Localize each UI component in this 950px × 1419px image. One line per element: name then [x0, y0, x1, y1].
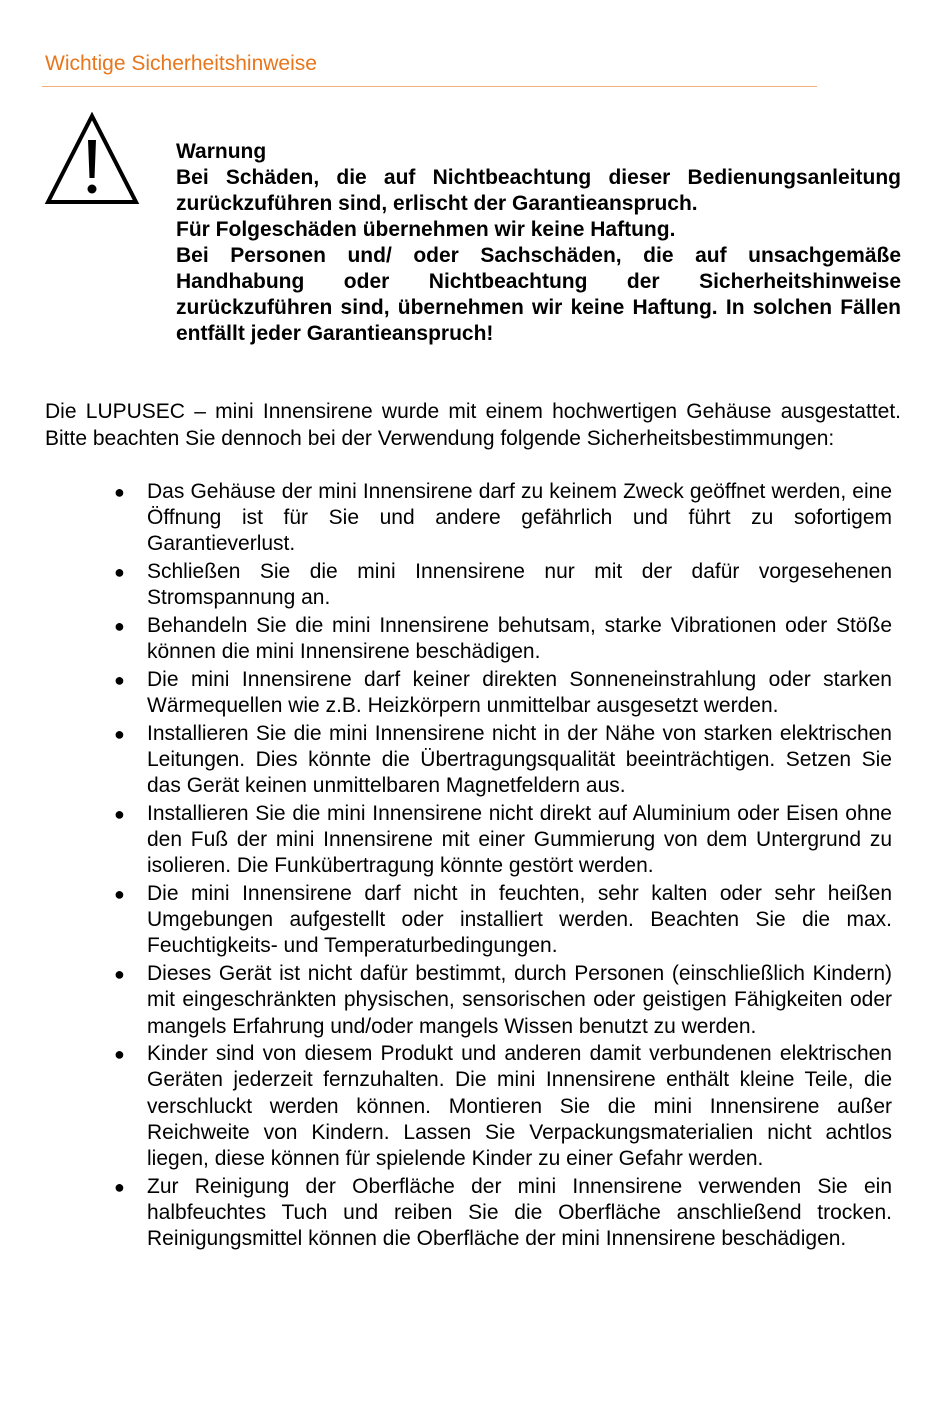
- warning-paragraph: Für Folgeschäden übernehmen wir keine Haftung.: [176, 218, 676, 241]
- list-item-text: Installieren Sie die mini Innensirene nicht in der Nähe von starken elektrischen Leitungen. Dies könnte die Übertragungsqualität beeinträchtigen. Setzen Sie das Gerät keinen unmittelbaren Magnetfeldern aus.: [147, 721, 892, 798]
- list-item: [100, 1041, 892, 1172]
- list-item: [100, 667, 892, 719]
- bullet-icon: ●: [114, 562, 125, 583]
- safety-rules-list: [100, 479, 892, 1254]
- warning-triangle-icon: [44, 112, 140, 206]
- list-item-text: Installieren Sie die mini Innensirene nicht direkt auf Aluminium oder Eisen ohne den Fuß der mini Innensirene mit einer Gummierung von dem Untergrund zu isolieren. Die Funkübertragung könnte gestört werden.: [147, 801, 892, 878]
- list-item: [100, 559, 892, 611]
- bullet-icon: ●: [114, 803, 125, 824]
- warning-heading: Warnung: [176, 140, 267, 163]
- bullet-icon: ●: [114, 1044, 125, 1065]
- list-item-text: Zur Reinigung der Oberfläche der mini Innensirene verwenden Sie ein halbfeuchtes Tuch und reiben Sie die Oberfläche anschließend trocken. Reinigungsmittel können die Oberfläche der mini Innensirene beschädigen.: [147, 1174, 892, 1251]
- bullet-icon: ●: [114, 1176, 125, 1197]
- bullet-icon: ●: [114, 616, 125, 637]
- warning-block: [176, 139, 901, 347]
- list-item: [100, 479, 892, 558]
- list-item-text: Kinder sind von diesem Produkt und anderen damit verbundenen elektrischen Geräten jederzeit fernzuhalten. Die mini Innensirene enthält kleine Teile, die verschluckt werden können. Montieren Sie die mini Innensirene außer Reichweite von Kindern. Lassen Sie Verpackungsmaterialien nicht achtlos liegen, diese können für spielende Kinder zu einer Gefahr werden.: [147, 1042, 892, 1171]
- bullet-icon: ●: [114, 723, 125, 744]
- list-item: [100, 881, 892, 960]
- bullet-icon: ●: [114, 669, 125, 690]
- warning-paragraph: Bei Schäden, die auf Nichtbeachtung dieser Bedienungsanleitung zurückzuführen sind, erlischt der Garantieanspruch.: [176, 166, 901, 215]
- list-item: [100, 613, 892, 665]
- list-item-text: Schließen Sie die mini Innensirene nur mit der dafür vorgesehenen Stromspannung an.: [147, 560, 892, 610]
- list-item: [100, 721, 892, 800]
- list-item: [100, 1174, 892, 1253]
- list-item-text: Das Gehäuse der mini Innensirene darf zu keinem Zweck geöffnet werden, eine Öffnung ist für Sie und andere gefährlich und führt zu sofortigem Garantieverlust.: [147, 480, 892, 556]
- header-divider: [42, 86, 817, 87]
- page-title: Wichtige Sicherheitshinweise: [45, 52, 317, 75]
- list-item: [100, 801, 892, 880]
- warning-paragraph: Bei Personen und/ oder Sachschäden, die auf unsachgemäße Handhabung oder Nichtbeachtung der Sicherheitshinweise zurückzuführen sind, übernehmen wir keine Haftung. In solchen Fällen entfällt jeder Garantieanspruch!: [176, 244, 901, 345]
- bullet-icon: ●: [114, 884, 125, 905]
- list-item-text: Die mini Innensirene darf keiner direkten Sonneneinstrahlung oder starken Wärmequellen wie z.B. Heizkörpern unmittelbar ausgesetzt werden.: [147, 667, 892, 718]
- list-item-text: Behandeln Sie die mini Innensirene behutsam, starke Vibrationen oder Stöße können die mini Innensirene beschädigen.: [147, 614, 892, 664]
- intro-paragraph: Die LUPUSEC – mini Innensirene wurde mit einem hochwertigen Gehäuse ausgestattet. Bitte beachten Sie dennoch bei der Verwendung folgende Sicherheitsbestimmungen:: [45, 400, 901, 450]
- bullet-icon: ●: [114, 482, 125, 502]
- bullet-icon: ●: [114, 964, 125, 985]
- list-item-text: Die mini Innensirene darf nicht in feuchten, sehr kalten oder sehr heißen Umgebungen aufgestellt oder installiert werden. Beachten Sie die max. Feuchtigkeits- und Temperaturbedingungen.: [147, 882, 892, 958]
- list-item: [100, 961, 892, 1040]
- list-item-text: Dieses Gerät ist nicht dafür bestimmt, durch Personen (einschließlich Kindern) mit eingeschränkten physischen, sensorischen oder geistigen Fähigkeiten oder mangels Erfahrung und/oder mangels Wissen benutzt zu werden.: [147, 962, 892, 1038]
